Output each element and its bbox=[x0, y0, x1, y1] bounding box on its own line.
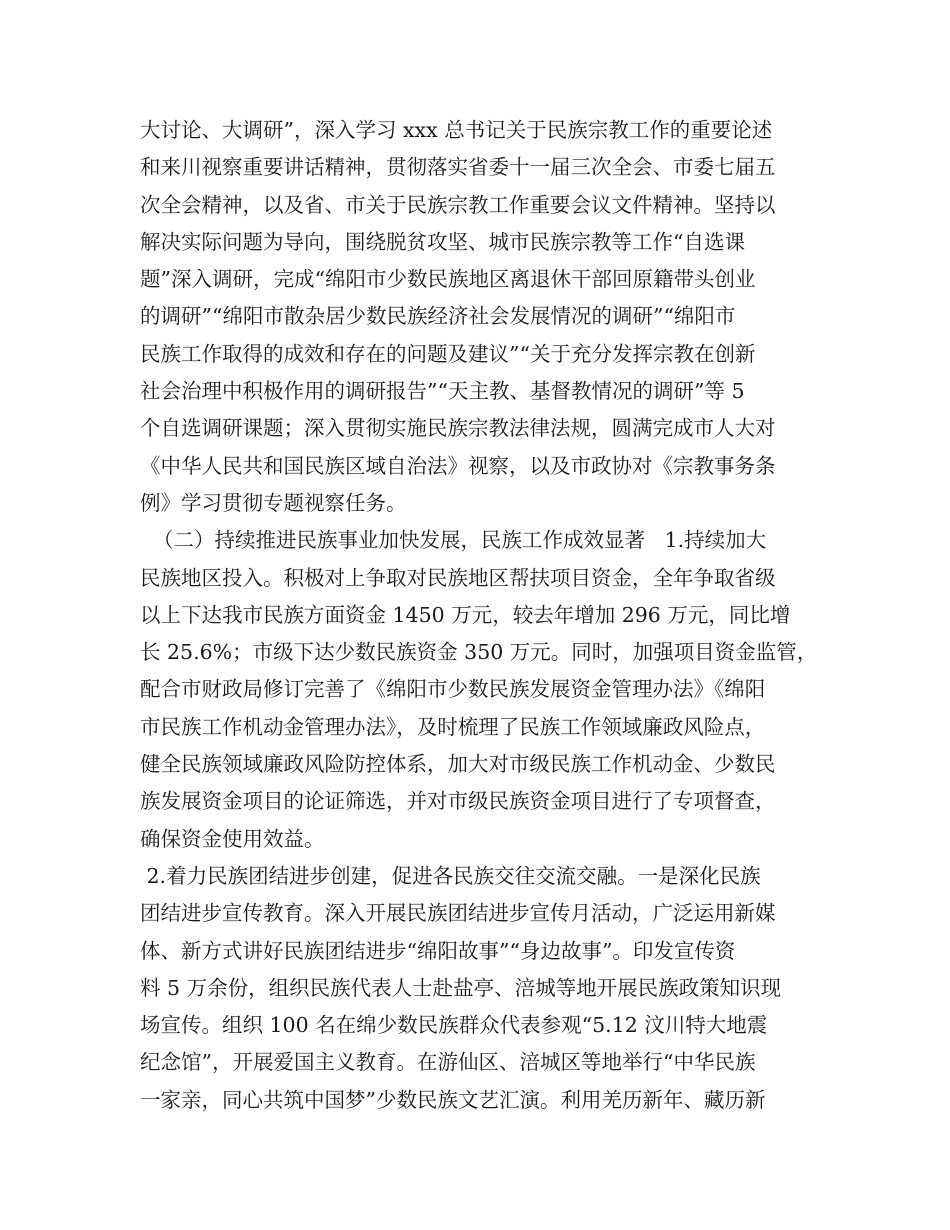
text-line: 配合市财政局修订完善了《绵阳市少数民族发展资金管理办法》《绵阳 bbox=[140, 677, 766, 702]
text-line: 次全会精神，以及省、市关于民族宗教工作重要会议文件精神。坚持以 bbox=[140, 192, 776, 217]
text-line: 社会治理中积极作用的调研报告”“天主教、基督教情况的调研”等 5 bbox=[140, 379, 745, 404]
text-line: 个自选调研课题；深入贯彻实施民族宗教法律法规，圆满完成市人大对 bbox=[140, 416, 776, 441]
text-line: 2.着力民族团结进步创建，促进各民族交往交流交融。一是深化民族 bbox=[140, 863, 761, 888]
text-line: 团结进步宣传教育。深入开展民族团结进步宣传月活动，广泛运用新媒 bbox=[140, 901, 776, 926]
text-line: 市民族工作机动金管理办法》，及时梳理了民族工作领域廉政风险点， bbox=[140, 714, 766, 739]
body-text bbox=[140, 112, 830, 1119]
text-line: 《中华人民共和国民族区域自治法》视察，以及市政协对《宗教事务条 bbox=[140, 453, 776, 478]
text-line: 确保资金使用效益。 bbox=[140, 826, 325, 851]
text-line: 纪念馆”，开展爱国主义教育。在游仙区、涪城区等地举行“中华民族 bbox=[140, 1050, 756, 1075]
text-line: 料 5 万余份，组织民族代表人士赴盐亭、涪城等地开展民族政策知识现 bbox=[140, 975, 782, 1000]
text-line: 长 25.6%；市级下达少数民族资金 350 万元。同时，加强项目资金监管， bbox=[140, 640, 818, 665]
text-line: 体、新方式讲好民族团结进步“绵阳故事”“身边故事”。印发宣传资 bbox=[140, 938, 736, 963]
text-line: 例》学习贯彻专题视察任务。 bbox=[140, 490, 407, 515]
text-line: 场宣传。组织 100 名在绵少数民族群众代表参观“5.12 汶川特大地震 bbox=[140, 1013, 768, 1038]
text-line: 族发展资金项目的论证筛选，并对市级民族资金项目进行了专项督查， bbox=[140, 789, 776, 814]
text-line: 民族工作取得的成效和存在的问题及建议”“关于充分发挥宗教在创新 bbox=[140, 341, 756, 366]
text-line: 题”深入调研，完成“绵阳市少数民族地区离退休干部回原籍带头创业 bbox=[140, 267, 756, 292]
text-line: 民族地区投入。积极对上争取对民族地区帮扶项目资金，全年争取省级 bbox=[140, 565, 776, 590]
text-line: 以上下达我市民族方面资金 1450 万元，较去年增加 296 万元，同比增 bbox=[140, 602, 791, 627]
text-line: 一家亲，同心共筑中国梦”少数民族文艺汇演。利用羌历新年、藏历新 bbox=[140, 1087, 766, 1112]
text-line: 大讨论、大调研”，深入学习 xxx 总书记关于民族宗教工作的重要论述 bbox=[140, 118, 773, 142]
text-line: 和来川视察重要讲话精神，贯彻落实省委十一届三次全会、市委七届五 bbox=[140, 155, 776, 180]
text-line: 解决实际问题为导向，围绕脱贫攻坚、城市民族宗教等工作“自选课 bbox=[140, 229, 745, 254]
section-heading-line: （二）持续推进民族事业加快发展，民族工作成效显著 1.持续加大 bbox=[140, 528, 767, 553]
text-line: 的调研”“绵阳市散杂居少数民族经济社会发展情况的调研”“绵阳市 bbox=[140, 304, 736, 329]
text-line: 健全民族领域廉政风险防控体系，加大对市级民族工作机动金、少数民 bbox=[140, 752, 776, 777]
